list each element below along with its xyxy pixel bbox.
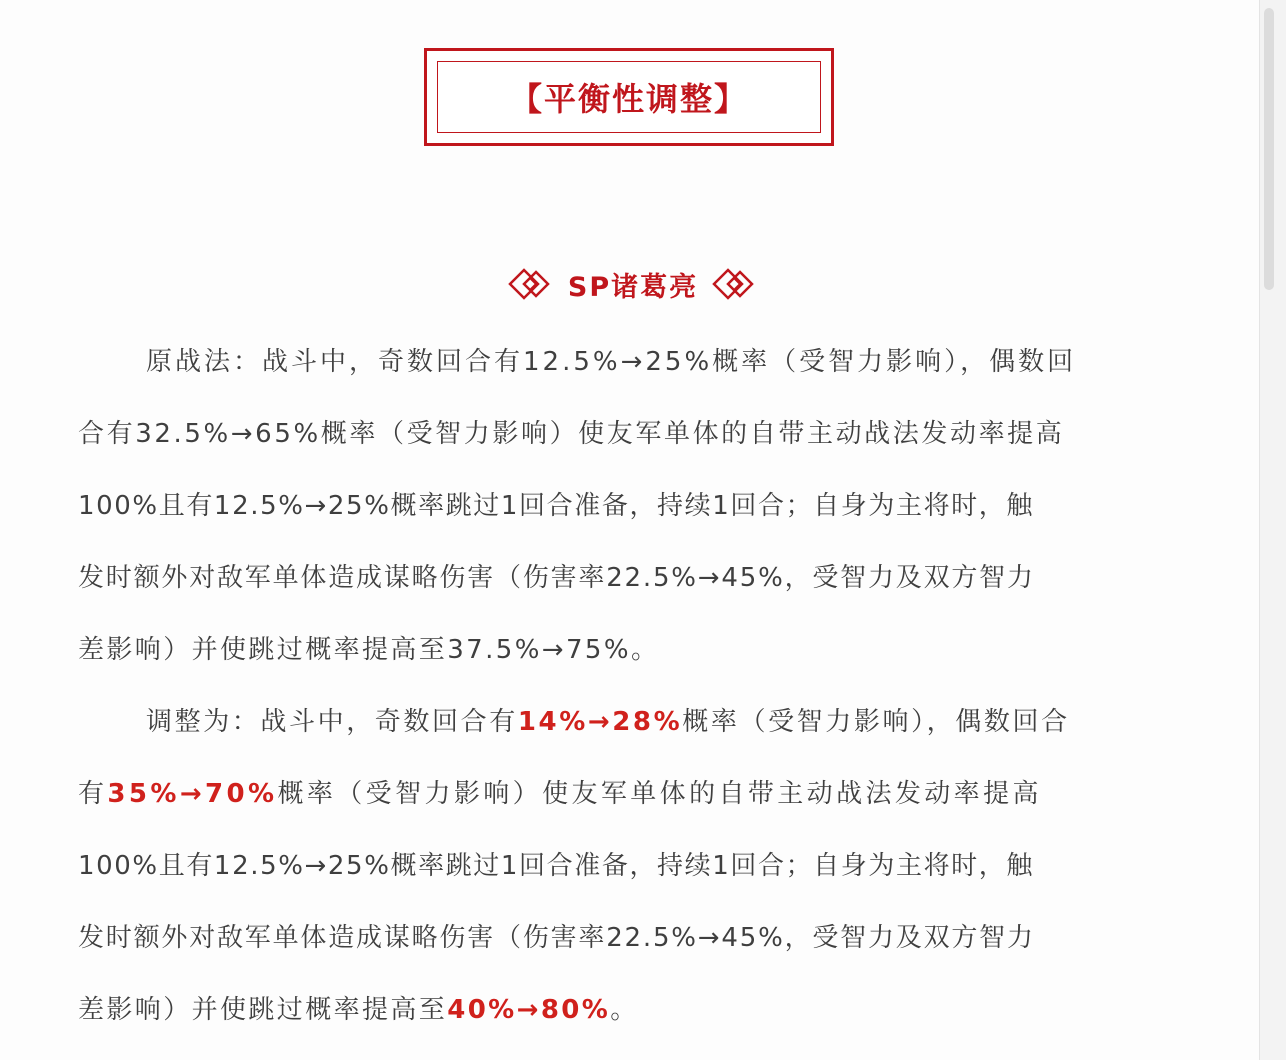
original-line-3 <box>78 486 1186 526</box>
title-frame <box>424 48 834 146</box>
adjusted-line-1 <box>146 702 1186 742</box>
highlight-value: 35%→70% <box>107 779 278 809</box>
paragraph-text: 100%且有12.5%→25%概率跳过1回合准备，持续1回合；自身为主将时，触 <box>78 491 1034 521</box>
double-diamond-icon <box>712 266 758 302</box>
original-line-4 <box>78 558 1186 598</box>
adjusted-line-3 <box>78 846 1186 886</box>
paragraph-text: 概率（受智力影响），偶数回合 <box>682 707 1070 737</box>
original-line-2 <box>78 414 1186 454</box>
paragraph-text: 。 <box>610 995 639 1025</box>
highlight-value: 14%→28% <box>517 707 683 737</box>
page-title: 【平衡性调整】 <box>509 80 748 118</box>
scrollbar-thumb[interactable] <box>1264 8 1274 290</box>
title-inner-frame <box>437 61 821 133</box>
highlight-value: 40%→80% <box>447 995 611 1025</box>
paragraph-text: 差影响）并使跳过概率提高至 <box>78 995 448 1025</box>
paragraph-text: 概率（受智力影响）使友军单体的自带主动战法发动率提高 <box>277 779 1042 809</box>
paragraph-text: 发时额外对敌军单体造成谋略伤害（伤害率22.5%→45%，受智力及双方智力 <box>78 923 1035 953</box>
paragraph-text: 有 <box>78 779 108 809</box>
paragraph-text: 合有32.5%→65%概率（受智力影响）使友军单体的自带主动战法发动率提高 <box>78 419 1065 449</box>
original-line-5 <box>78 630 1186 670</box>
paragraph-text: 差影响）并使跳过概率提高至37.5%→75%。 <box>78 635 660 665</box>
original-line-1 <box>146 342 1186 382</box>
scrollbar[interactable] <box>1259 0 1286 1060</box>
paragraph-text: 发时额外对敌军单体造成谋略伤害（伤害率22.5%→45%，受智力及双方智力 <box>78 563 1035 593</box>
paragraph-text: 调整为：战斗中，奇数回合有 <box>146 707 518 737</box>
adjusted-line-2 <box>78 774 1186 814</box>
section-title: SP诸葛亮 <box>567 271 699 303</box>
adjusted-line-4 <box>78 918 1186 958</box>
paragraph-text: 原战法：战斗中，奇数回合有12.5%→25%概率（受智力影响），偶数回 <box>146 347 1077 377</box>
paragraph-text: 100%且有12.5%→25%概率跳过1回合准备，持续1回合；自身为主将时，触 <box>78 851 1034 881</box>
section-heading <box>0 262 1266 306</box>
adjusted-line-5 <box>78 990 1186 1030</box>
double-diamond-icon <box>508 266 554 302</box>
